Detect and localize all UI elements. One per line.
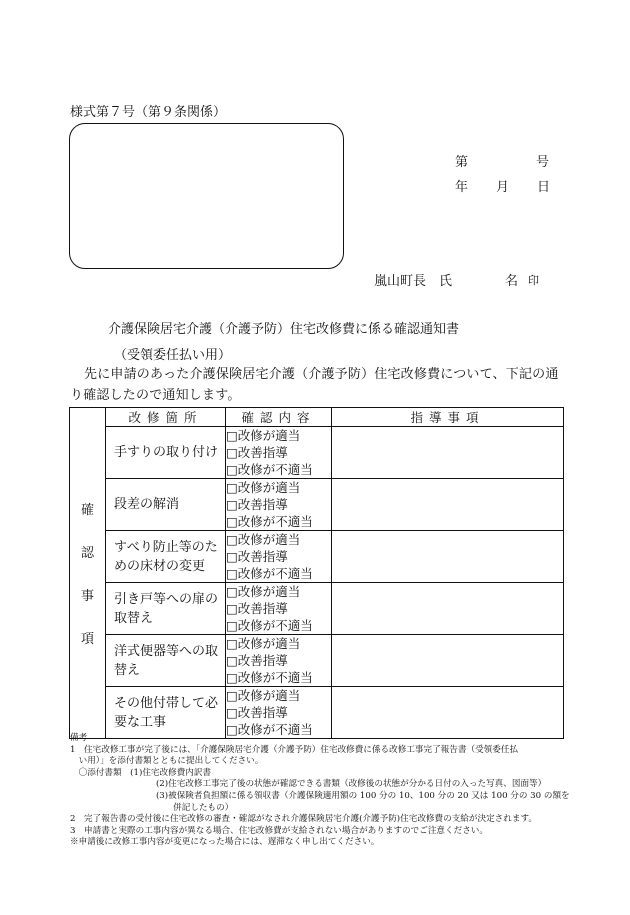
note-line: い用）」を添付書類とともに提出してください。: [70, 756, 264, 767]
note-line: 〇添付書類 (1)住宅改修費内訳書: [70, 767, 212, 778]
header-confirmation: 確認内容: [226, 408, 332, 427]
repair-item: その他付帯して必要な工事: [106, 687, 226, 739]
note-line: ※申請後に改修工事内容が変更になった場合には、遅滞なく申し出てください。: [70, 837, 380, 848]
repair-item: すべり防止等のための床材の変更: [106, 531, 226, 583]
option-inappropriate[interactable]: □改修が不適当: [226, 670, 313, 685]
note-line: 1 住宅改修工事が完了後には、「介護保険居宅介護（介護予防）住宅改修費に係る改修工事完了報告書（受領委任払: [70, 744, 519, 755]
option-guidance[interactable]: □改善指導: [226, 497, 288, 512]
notes-section: [70, 733, 570, 849]
option-appropriate[interactable]: □改修が適当: [226, 428, 301, 443]
side-char: 項: [80, 632, 94, 647]
document-subtitle: （受領委任払い用）: [114, 348, 232, 363]
option-guidance[interactable]: □改善指導: [226, 653, 288, 668]
option-cell: [226, 531, 332, 583]
guidance-cell: [332, 635, 564, 687]
header-repair-location: 改修箇所: [106, 408, 226, 427]
option-cell: [226, 427, 332, 479]
month-label: 月: [496, 180, 510, 195]
option-appropriate[interactable]: □改修が適当: [226, 688, 301, 703]
header-guidance: 指導事項: [332, 408, 564, 427]
number-suffix: 号: [536, 155, 550, 170]
table-row: [70, 531, 564, 583]
option-appropriate[interactable]: □改修が適当: [226, 584, 301, 599]
table-row: [70, 479, 564, 531]
option-appropriate[interactable]: □改修が適当: [226, 480, 301, 495]
notes-heading: 備考: [70, 733, 88, 743]
table-header-row: [70, 408, 564, 427]
option-guidance[interactable]: □改善指導: [226, 705, 288, 720]
year-label: 年: [455, 180, 469, 195]
option-inappropriate[interactable]: □改修が不適当: [226, 566, 313, 581]
guidance-cell: [332, 479, 564, 531]
issue-date: [455, 176, 550, 195]
seal-mark: 印: [528, 274, 540, 287]
table-row: [70, 635, 564, 687]
body-text: 先に申請のあった介護保険居宅介護（介護予防）住宅改修費について、下記の通り確認したので通知します。: [70, 367, 559, 403]
side-label: [70, 408, 106, 739]
option-inappropriate[interactable]: □改修が不適当: [226, 462, 313, 477]
option-inappropriate[interactable]: □改修が不適当: [226, 722, 313, 737]
day-label: 日: [537, 180, 551, 195]
option-guidance[interactable]: □改善指導: [226, 601, 288, 616]
repair-item: 段差の解消: [106, 479, 226, 531]
repair-item: 洋式便器等への取替え: [106, 635, 226, 687]
note-line: 2 完了報告書の受付後に住宅改修の審査・確認がなされ介護保険居宅介護(介護予防)住宅改修費の支給が決定されます。: [70, 814, 537, 825]
guidance-cell: [332, 531, 564, 583]
table-row: [70, 687, 564, 739]
guidance-cell: [332, 687, 564, 739]
mayor-name-label: 名: [505, 274, 519, 289]
option-cell: [226, 687, 332, 739]
note-line: 併記したもの）: [70, 802, 234, 813]
option-inappropriate[interactable]: □改修が不適当: [226, 618, 313, 633]
table-row: [70, 427, 564, 479]
document-number: [455, 151, 549, 170]
option-appropriate[interactable]: □改修が適当: [226, 532, 301, 547]
form-number: 様式第７号（第９条関係）: [70, 105, 227, 120]
note-line: 3 申請書と実際の工事内容が異なる場合、住宅改修費が支給されない場合がありますのでご注意ください。: [70, 825, 488, 836]
mayor-signature: [374, 270, 539, 289]
side-char: 認: [80, 546, 94, 561]
mayor-title: 嵐山町長 氏: [374, 274, 453, 289]
option-guidance[interactable]: □改善指導: [226, 445, 288, 460]
number-prefix: 第: [455, 155, 469, 170]
document-title: 介護保険居宅介護（介護予防）住宅改修費に係る確認通知書: [108, 322, 460, 337]
repair-item: 手すりの取り付け: [106, 427, 226, 479]
repair-item: 引き戸等への扉の取替え: [106, 583, 226, 635]
option-inappropriate[interactable]: □改修が不適当: [226, 514, 313, 529]
address-box: [69, 123, 344, 269]
table-row: [70, 583, 564, 635]
option-appropriate[interactable]: □改修が適当: [226, 636, 301, 651]
option-cell: [226, 635, 332, 687]
note-line: (3)被保険者負担額に係る領収書（介護保険適用額の 100 分の 10、100 分の 20 又は 100 分の 30 の額を: [70, 790, 570, 801]
option-guidance[interactable]: □改善指導: [226, 549, 288, 564]
option-cell: [226, 479, 332, 531]
guidance-cell: [332, 427, 564, 479]
side-char: 事: [80, 589, 94, 604]
confirmation-table: [69, 407, 564, 739]
side-char: 確: [80, 503, 94, 518]
option-cell: [226, 583, 332, 635]
guidance-cell: [332, 583, 564, 635]
note-line: (2)住宅改修工事完了後の状態が確認できる書類（改修後の状態が分かる日付の入った写真、図面等）: [70, 779, 547, 790]
